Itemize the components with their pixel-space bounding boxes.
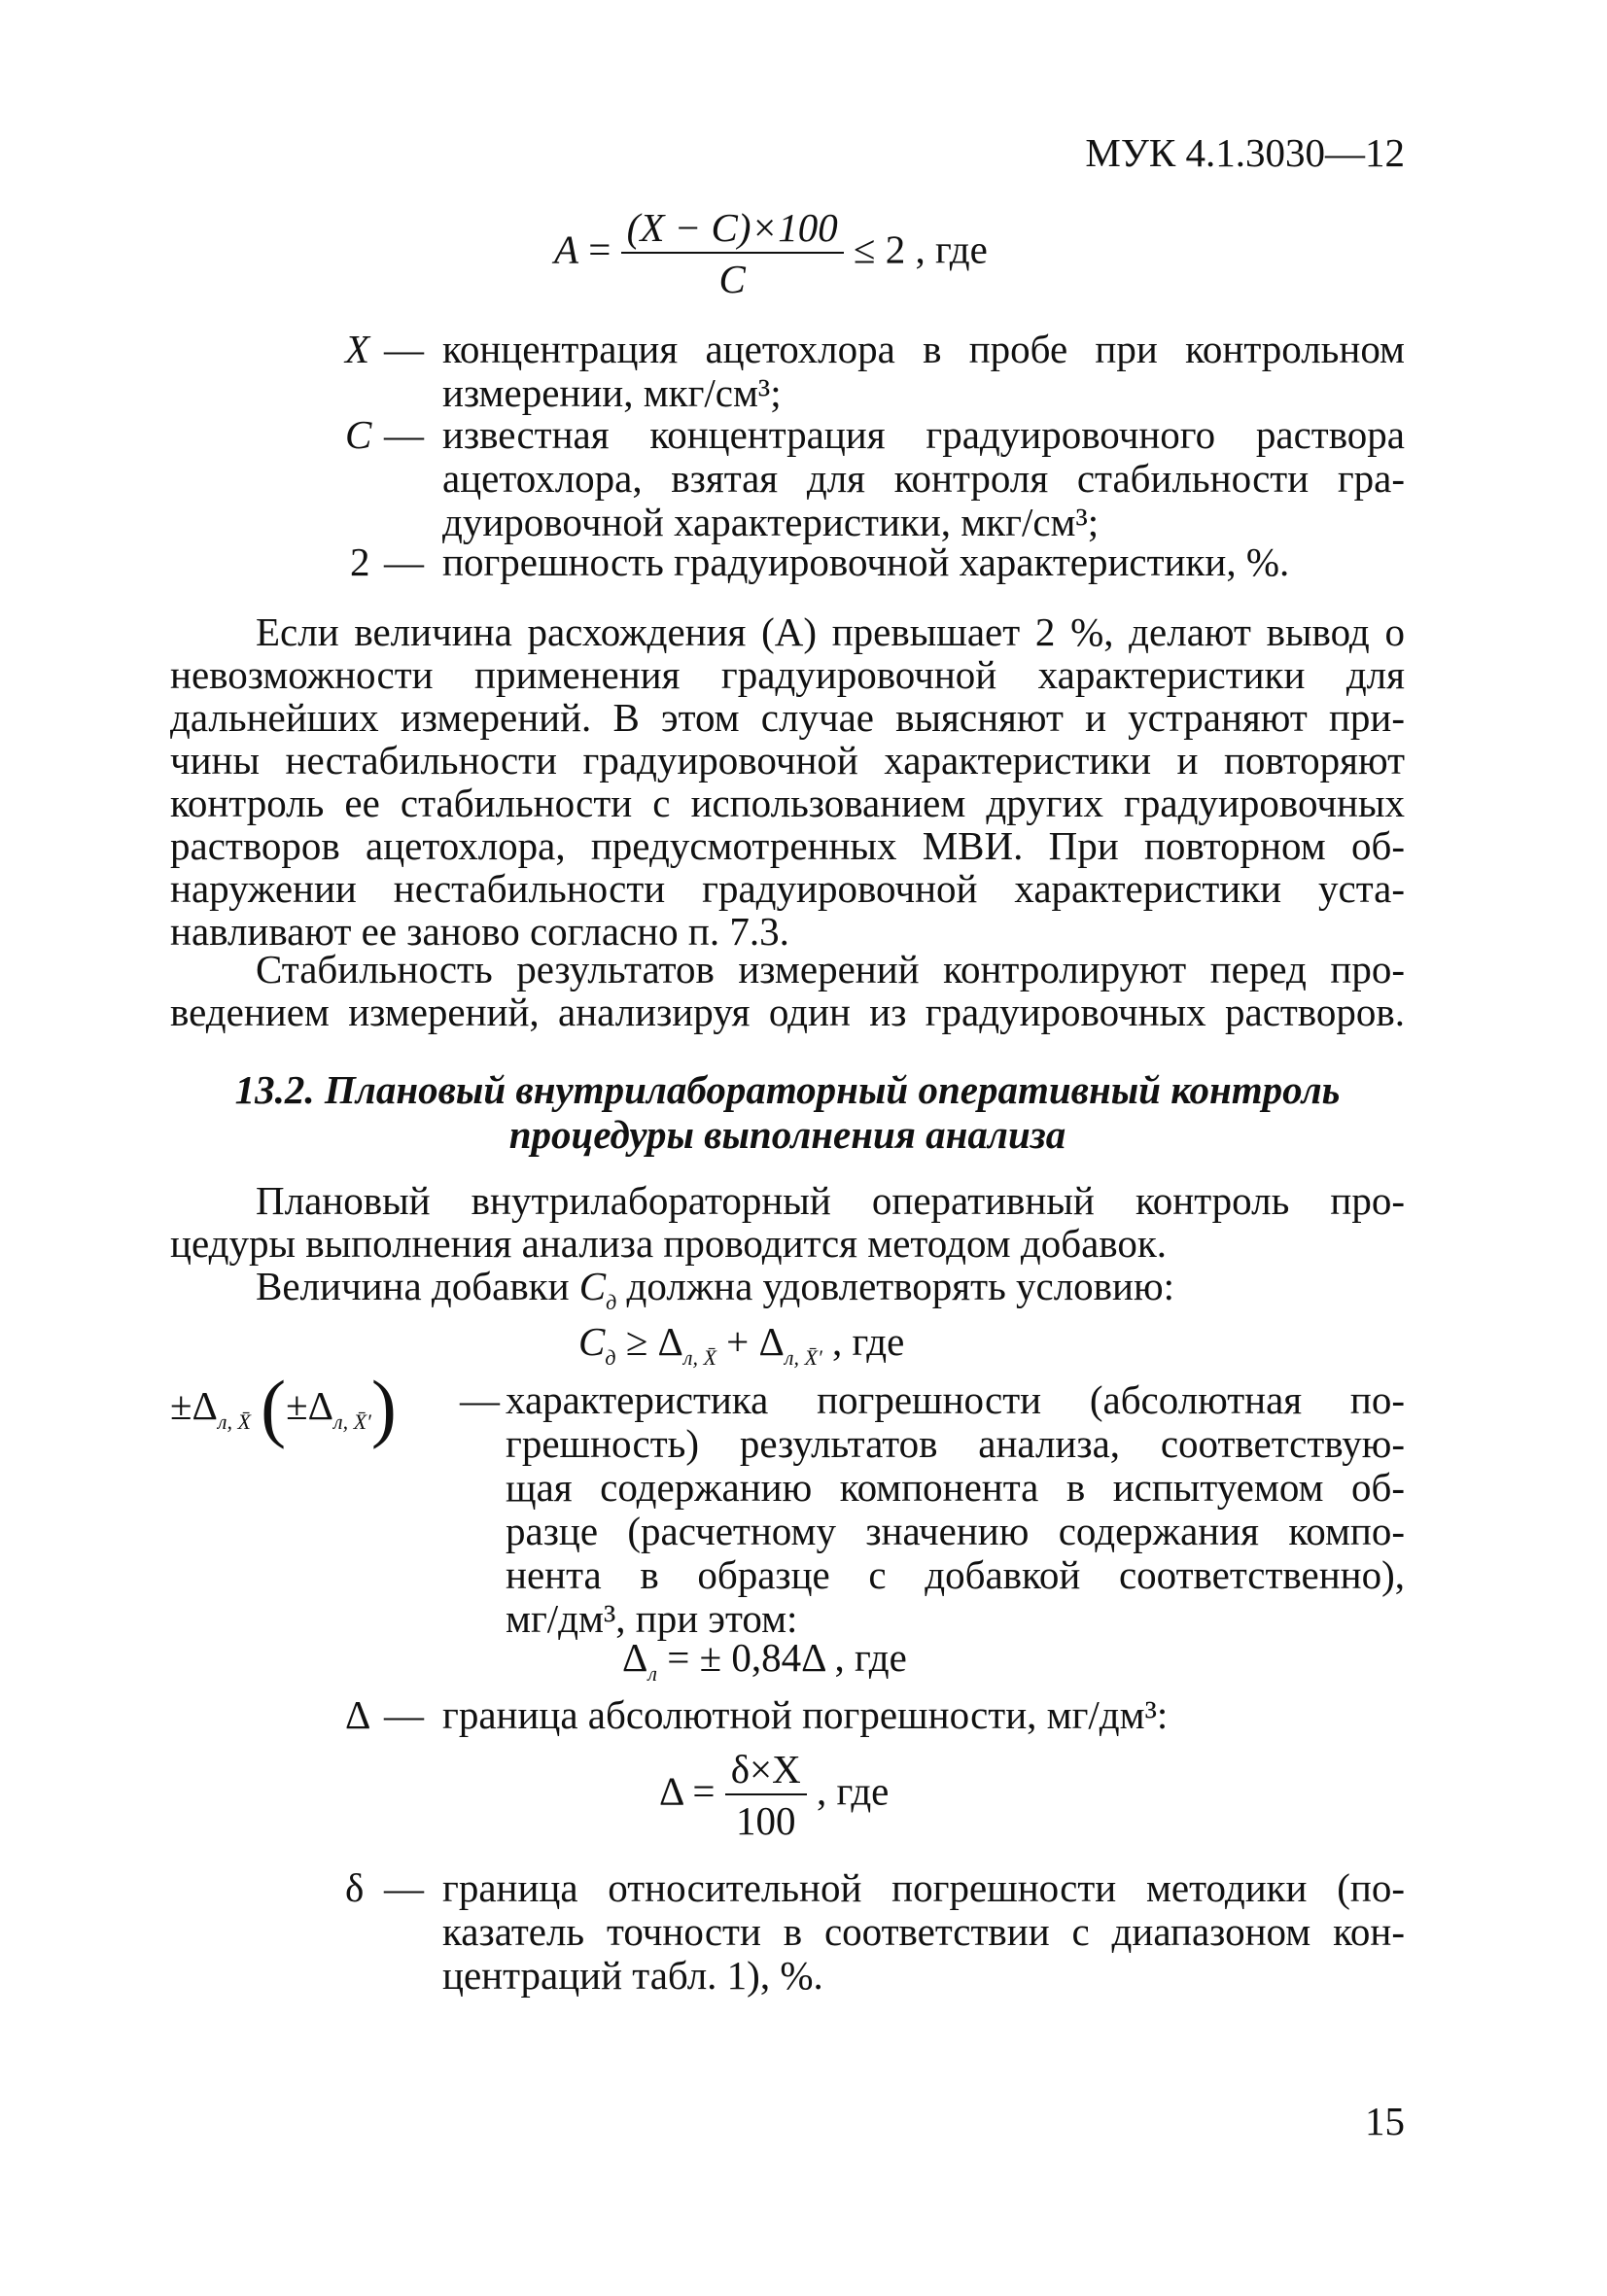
formula-cd-c: C — [578, 1319, 606, 1364]
definition-line: известная концентрация градуировочного раствора — [442, 412, 1405, 457]
paragraph-line: растворов ацетохлора, предусмотренных МВИ. При повторном об- — [170, 823, 1405, 868]
paragraph-line: дальнейших измерений. В этом случае выясняют и устраняют при- — [170, 695, 1405, 740]
definition-line: погрешность градуировочной характеристики, %. — [442, 539, 1290, 584]
section-heading — [170, 1067, 1405, 1157]
definition-line: измерении, мкг/см³; — [442, 370, 782, 415]
definition-line: нента в образце с добавкой соответственно), — [506, 1552, 1405, 1597]
formula-a-fraction — [621, 206, 844, 301]
delta-sub-a: л, X̄ — [217, 1409, 251, 1434]
definition-symbol: X — [345, 327, 370, 371]
formula-delta-l-rest: = ± 0,84Δ , где — [656, 1635, 907, 1680]
delta-symbol-group — [170, 1365, 397, 1449]
definition-c — [345, 413, 1405, 544]
paragraph-line: ведением измерений, анализируя один из градуировочных растворов. — [170, 990, 1405, 1034]
definition-line: центраций табл. 1), %. — [442, 1953, 823, 1998]
paragraph-line: чины нестабильности градуировочной характеристики и повторяют — [170, 738, 1405, 783]
paragraph-text: Величина добавки — [256, 1264, 579, 1308]
formula-a-eq: = — [588, 226, 611, 272]
formula-cd-plus: + Δ — [716, 1319, 785, 1364]
definition-symbol: δ — [345, 1865, 365, 1910]
definition-line: мг/дм³, при этом: — [506, 1596, 798, 1641]
definition-2 — [345, 540, 1405, 584]
definition-x — [345, 328, 1405, 415]
paragraph-line: цедуры выполнения анализа проводится методом добавок. — [170, 1221, 1168, 1266]
definition-line: граница относительной погрешности методики (по- — [442, 1865, 1405, 1910]
formula-cd-c-sub: д — [605, 1345, 616, 1370]
paragraph-additive — [256, 1265, 1405, 1324]
formula-a-lhs: A — [554, 226, 579, 272]
definition-dash: — — [384, 1865, 424, 1910]
formula-a-denominator: C — [718, 257, 746, 301]
paragraph-line: навливают ее заново согласно п. 7.3. — [170, 909, 789, 954]
definition-symbol: Δ — [345, 1692, 371, 1737]
formula-delta-l-symbol: Δ — [622, 1635, 648, 1680]
definition-symbol: C — [345, 412, 372, 457]
paragraph-line: Если величина расхождения (А) превышает 2 %, делают вывод о — [256, 609, 1405, 654]
formula-delta-rhs: , где — [817, 1768, 890, 1814]
paragraph-line: Плановый внутрилабораторный оперативный контроль про- — [256, 1178, 1405, 1223]
open-paren: ( — [261, 1365, 287, 1449]
definition-line: граница абсолютной погрешности, мг/дм³: — [442, 1692, 1169, 1737]
formula-delta-l — [622, 1636, 907, 1695]
close-paren: ) — [370, 1365, 397, 1449]
definition-line: разце (расчетному значению содержания компо- — [506, 1509, 1405, 1553]
paragraph-discrepancy — [170, 610, 1405, 953]
formula-a — [554, 206, 988, 301]
paragraph-line: невозможности применения градуировочной характеристики для — [170, 652, 1405, 697]
page-number: 15 — [1365, 2099, 1405, 2143]
section-title-line-2: процедуры выполнения анализа — [508, 1112, 1066, 1157]
definition-dash: — — [384, 327, 424, 371]
definition-dash: — — [384, 412, 424, 457]
delta-sub-b: л, X̄′ — [333, 1409, 371, 1434]
paragraph-stability — [170, 948, 1405, 1033]
definition-line: характеристика погрешности (абсолютная по- — [506, 1377, 1405, 1422]
paragraph-line: Стабильность результатов измерений контролируют перед про- — [256, 947, 1405, 991]
document-code: МУК 4.1.3030—12 — [1085, 130, 1405, 175]
formula-delta-fraction — [725, 1748, 807, 1843]
paragraph-line: наружении нестабильности градуировочной характеристики уста- — [170, 866, 1405, 911]
definition-line: дуировочной характеристики, мкг/см³; — [442, 500, 1100, 544]
definition-dash: — — [384, 1692, 424, 1737]
delta-symbol-b: ±Δ — [286, 1383, 334, 1428]
formula-cd-sub2: л, X̄′ — [784, 1345, 822, 1370]
definition-line: щая содержанию компонента в испытуемом об- — [506, 1465, 1405, 1510]
section-title-line-1: 13.2. Плановый внутрилабораторный оперативный контроль — [234, 1067, 1341, 1112]
paragraph-text: должна удовлетворять условию: — [616, 1264, 1174, 1308]
paragraph-line: контроль ее стабильности с использованием других градуировочных — [170, 781, 1405, 825]
formula-cd-tail: , где — [821, 1319, 905, 1364]
delta-symbol-a: ±Δ — [170, 1383, 218, 1428]
definition-absolute-error — [345, 1693, 1405, 1737]
formula-cd-ge: ≥ Δ — [615, 1319, 683, 1364]
formula-cd-sub1: л, X̄ — [682, 1345, 716, 1370]
formula-delta-numerator: δ×X — [725, 1748, 807, 1795]
additive-subscript: д — [606, 1290, 617, 1314]
definition-line: концентрация ацетохлора в пробе при контрольном — [442, 327, 1405, 371]
definition-line: казатель точности в соответствии с диапазоном кон- — [442, 1909, 1405, 1954]
definition-line: ацетохлора, взятая для контроля стабильности гра- — [442, 456, 1405, 501]
formula-a-numerator: (X − C)×100 — [621, 206, 844, 254]
formula-delta-denominator: 100 — [736, 1798, 796, 1843]
definition-dash: — — [460, 1377, 500, 1422]
formula-delta-l-sub: л — [647, 1661, 657, 1686]
formula-a-rhs: ≤ 2 , где — [853, 226, 988, 272]
formula-cd — [578, 1320, 904, 1379]
formula-delta-lhs: Δ = — [659, 1768, 716, 1814]
definition-line: грешность) результатов анализа, соответствую- — [506, 1421, 1405, 1466]
formula-delta — [659, 1748, 889, 1843]
definition-symbol: 2 — [350, 539, 370, 584]
definition-relative-error — [345, 1866, 1405, 1998]
definition-delta-characteristic — [170, 1365, 1405, 1660]
paragraph-planned-control — [170, 1179, 1405, 1265]
definition-dash: — — [384, 539, 424, 584]
additive-symbol: C — [578, 1264, 607, 1308]
